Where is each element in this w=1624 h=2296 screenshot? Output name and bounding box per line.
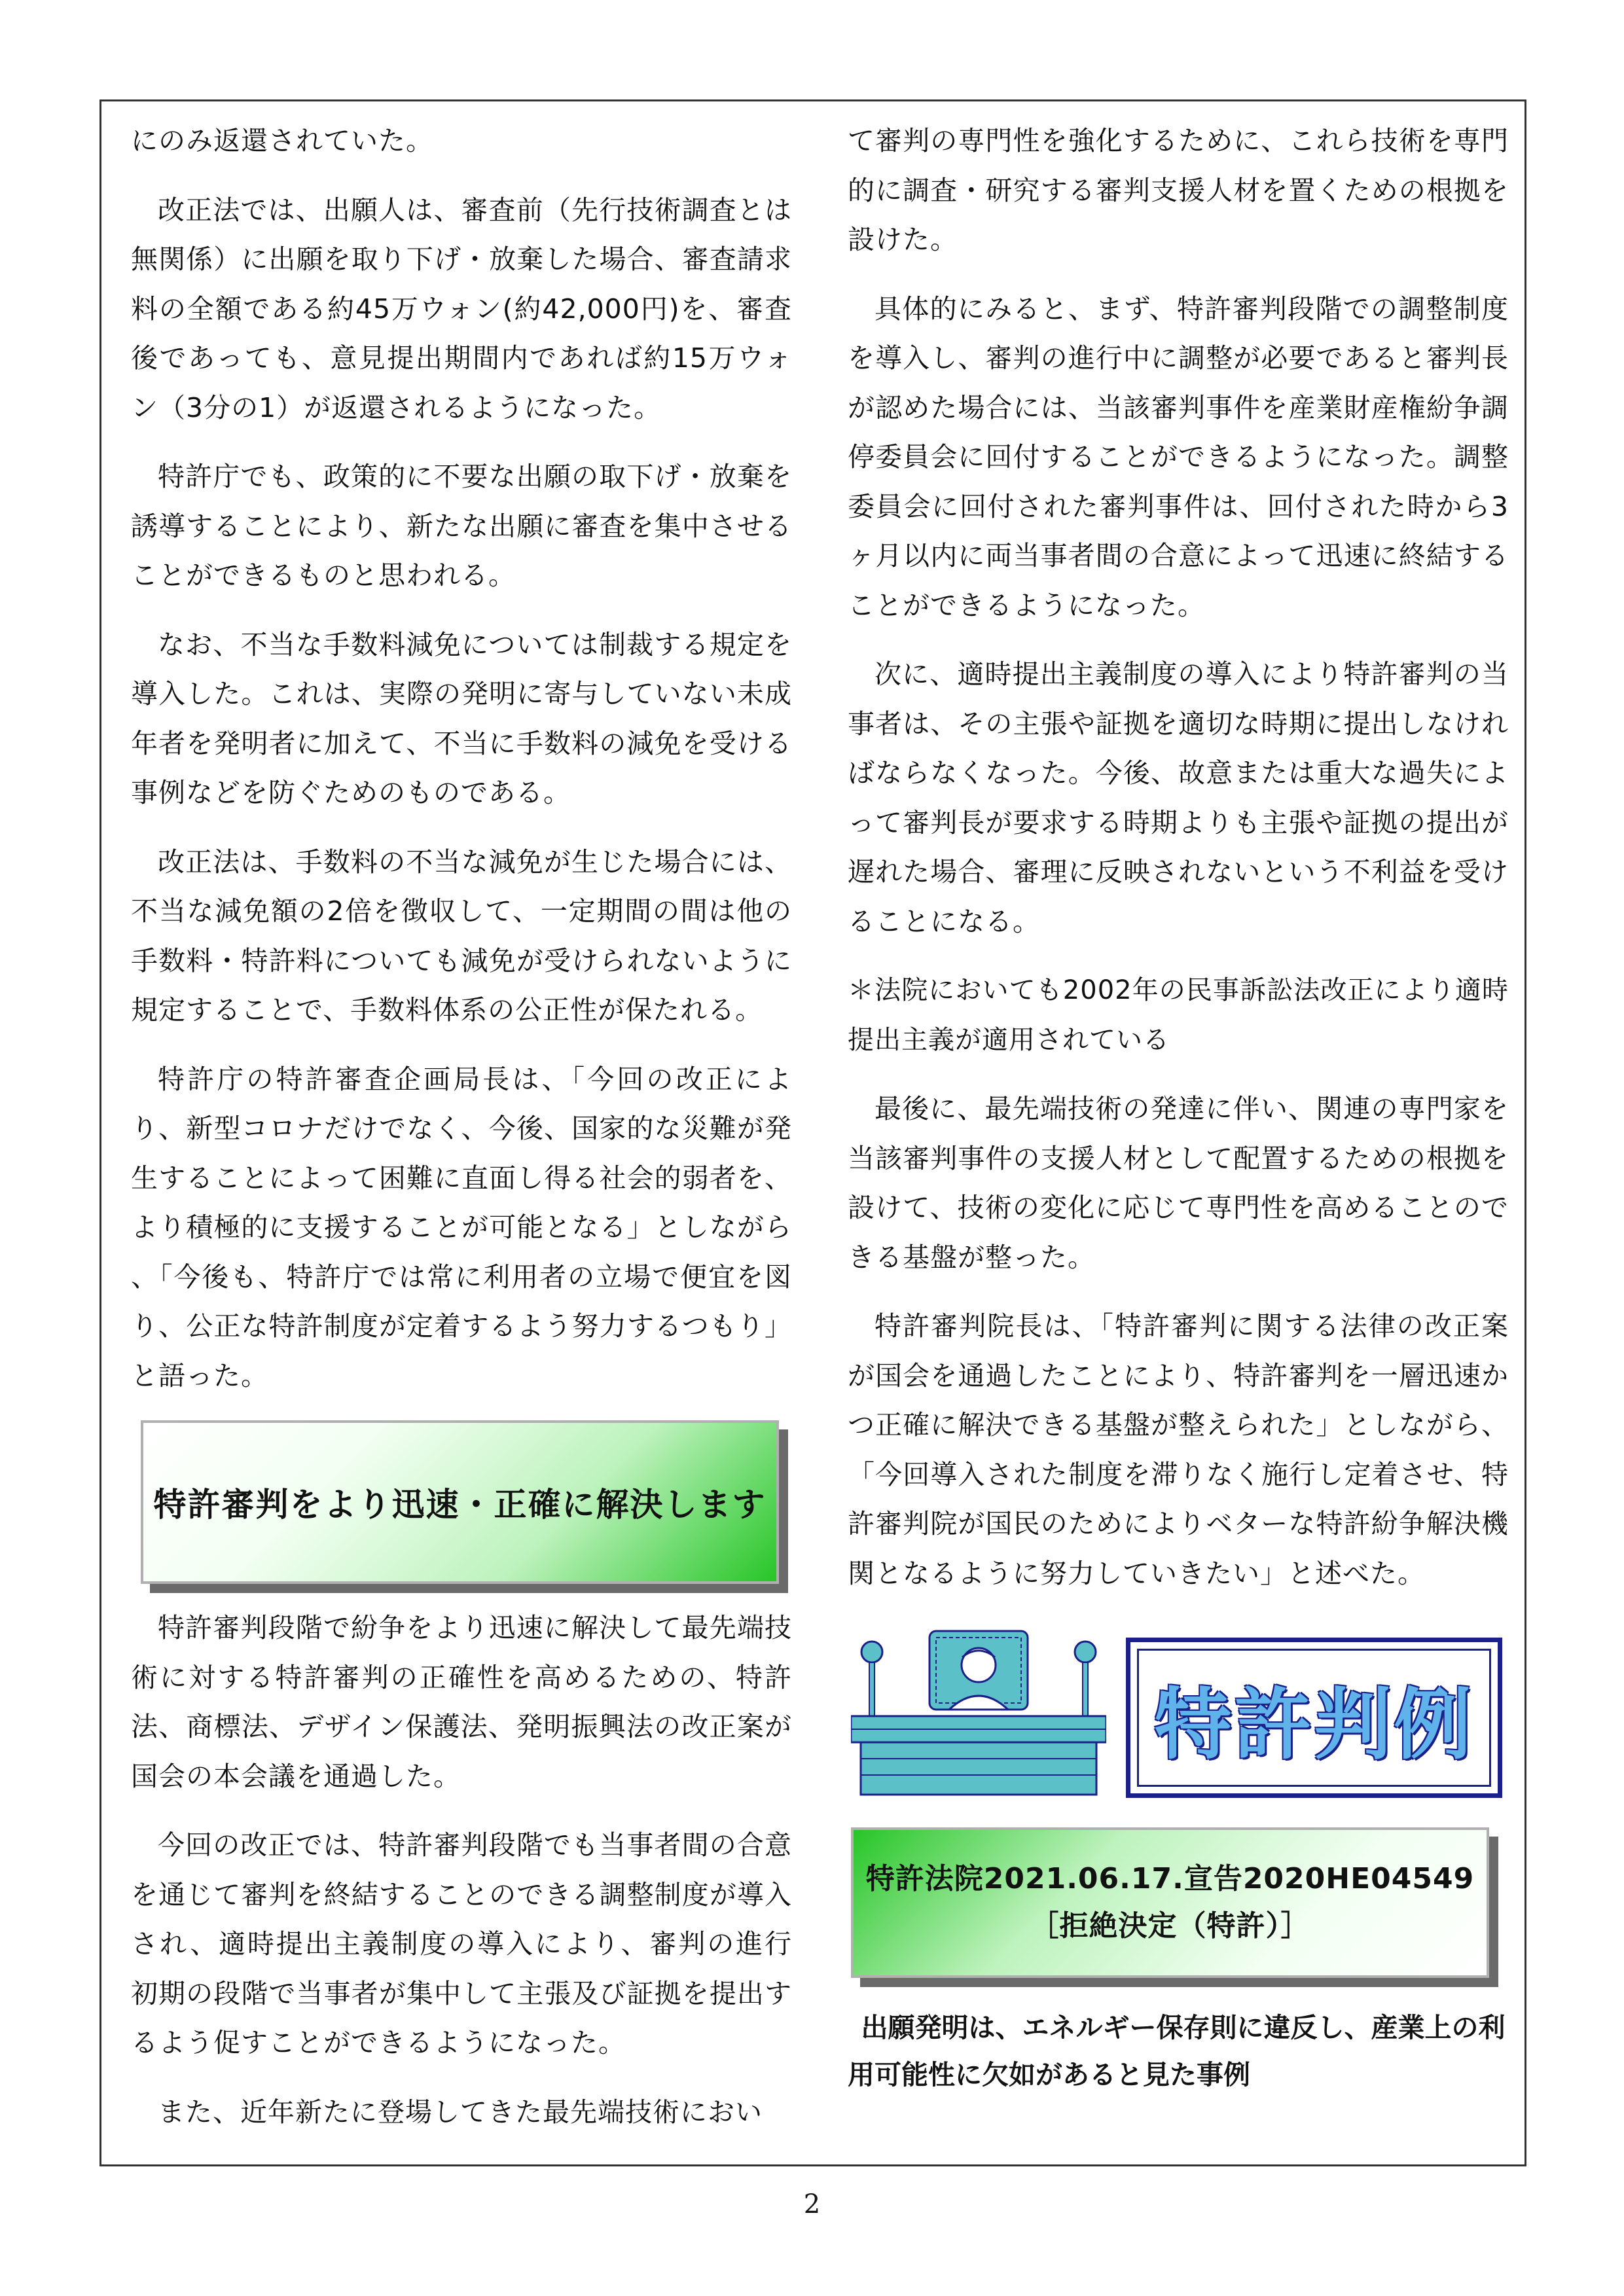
case-reference-banner [851, 1827, 1489, 1978]
case-reference-line2: ［拒絶決定（特許）］ [1030, 1909, 1310, 1943]
paragraph: 次に、適時提出主義制度の導入により特許審判の当事者は、その主張や証拠を適切な時期に提出しなければならなくなった。今後、故意または重大な過失によって審判長が要求する時期よりも主張や証拠の提出が遅れた場合、審理に反映されないという不利益を受けることになる。 [848, 658, 1509, 937]
section-heading-text: 特許審判をより迅速・正確に解決します [153, 1486, 767, 1524]
left-column [131, 117, 792, 2157]
paragraph: 改正法は、手数料の不当な減免が生じた場合には、不当な減免額の2倍を徴収して、一定期間の間は他の手数料・特許料についても減免が受けられないように規定することで、手数料体系の公正性が保たれる。 [131, 846, 792, 1026]
case-law-title-inner [1137, 1649, 1491, 1787]
paragraph-continued: て審判の専門性を強化するために、これら技術を専門的に調査・研究する審判支援人材を置くための根拠を設けた。 [848, 125, 1509, 255]
case-reference-line1: 特許法院2021.06.17.宣告2020HE04549 [865, 1862, 1475, 1895]
case-law-title-box [1126, 1638, 1502, 1798]
page-number: 2 [803, 2189, 821, 2219]
paragraph: 特許庁の特許審査企画局長は、「今回の改正により、新型コロナだけでなく、今後、国家的な災難が発生することによって困難に直面し得る社会的弱者を、より積極的に支援することが可能となる」としながら 、「今後も、特許庁では常に利用者の立場で便宜を図り、公正な特許制度が定着するよう努力するつもり」と語った。 [131, 1063, 792, 1391]
right-column [848, 117, 1509, 2098]
case-law-logo [851, 1624, 1506, 1801]
paragraph: また、近年新たに登場してきた最先端技術におい [158, 2096, 763, 2128]
paragraph: 特許審判院長は、「特許審判に関する法律の改正案が国会を通過したことにより、特許審判を一層迅速かつ正確に解決できる基盤が整えられた」としながら、「今回導入された制度を滞りなく施行し定着させ、特許審判院が国民のためによりベターな特許紛争解決機関となるように努力していきたい」と述べた。 [848, 1310, 1509, 1589]
paragraph: 最後に、最先端技術の発達に伴い、関連の専門家を当該審判事件の支援人材として配置するための根拠を設けて、技術の変化に応じて専門性を高めることのできる基盤が整った。 [848, 1093, 1509, 1273]
case-law-title: 特許判例 [1154, 1679, 1474, 1770]
footnote: ＊法院においても2002年の民事訴訟法改正により適時提出主義が適用されている [848, 975, 1509, 1055]
paragraph: 改正法では、出願人は、審査前（先行技術調査とは無関係）に出願を取り下げ・放棄した場合、審査請求料の全額である約45万ウォン(約42,000円)を、審査後であっても、意見提出期間内であれば約15万ウォン（3分の1）が返還されるようになった。 [131, 194, 792, 423]
judge-bench-illustration [851, 1624, 1106, 1801]
paragraph: 特許庁でも、政策的に不要な出願の取下げ・放棄を誘導することにより、新たな出願に審査を集中させることができるものと思われる。 [131, 461, 792, 591]
paragraph: 今回の改正では、特許審判段階でも当事者間の合意を通じて審判を終結することのできる調整制度が導入され、適時提出主義制度の導入により、審判の進行初期の段階で当事者が集中して主張及び証拠を提出するよう促すことができるようになった。 [131, 1829, 792, 2058]
paragraph-continued: にのみ返還されていた。 [131, 125, 433, 156]
paragraph: なお、不当な手数料減免については制裁する規定を導入した。これは、実際の発明に寄与していない未成年者を発明者に加えて、不当に手数料の減免を受ける事例などを防ぐためのものである。 [131, 628, 792, 808]
paragraph: 具体的にみると、まず、特許審判段階での調整制度を導入し、審判の進行中に調整が必要であると審判長が認めた場合には、当該審判事件を産業財産権紛争調停委員会に回付することができるようになった。調整委員会に回付された審判事件は、回付された時から3ヶ月以内に両当事者間の合意によって迅速に終結することができるようになった。 [848, 293, 1509, 621]
paragraph: 特許審判段階で紛争をより迅速に解決して最先端技術に対する特許審判の正確性を高めるための、特許法、商標法、デザイン保護法、発明振興法の改正案が国会の本会議を通過した。 [131, 1612, 792, 1792]
case-headline: 出願発明は、エネルギー保存則に違反し、産業上の利用可能性に欠如があると見た事例 [848, 2012, 1506, 2090]
section-heading-banner [141, 1420, 779, 1584]
